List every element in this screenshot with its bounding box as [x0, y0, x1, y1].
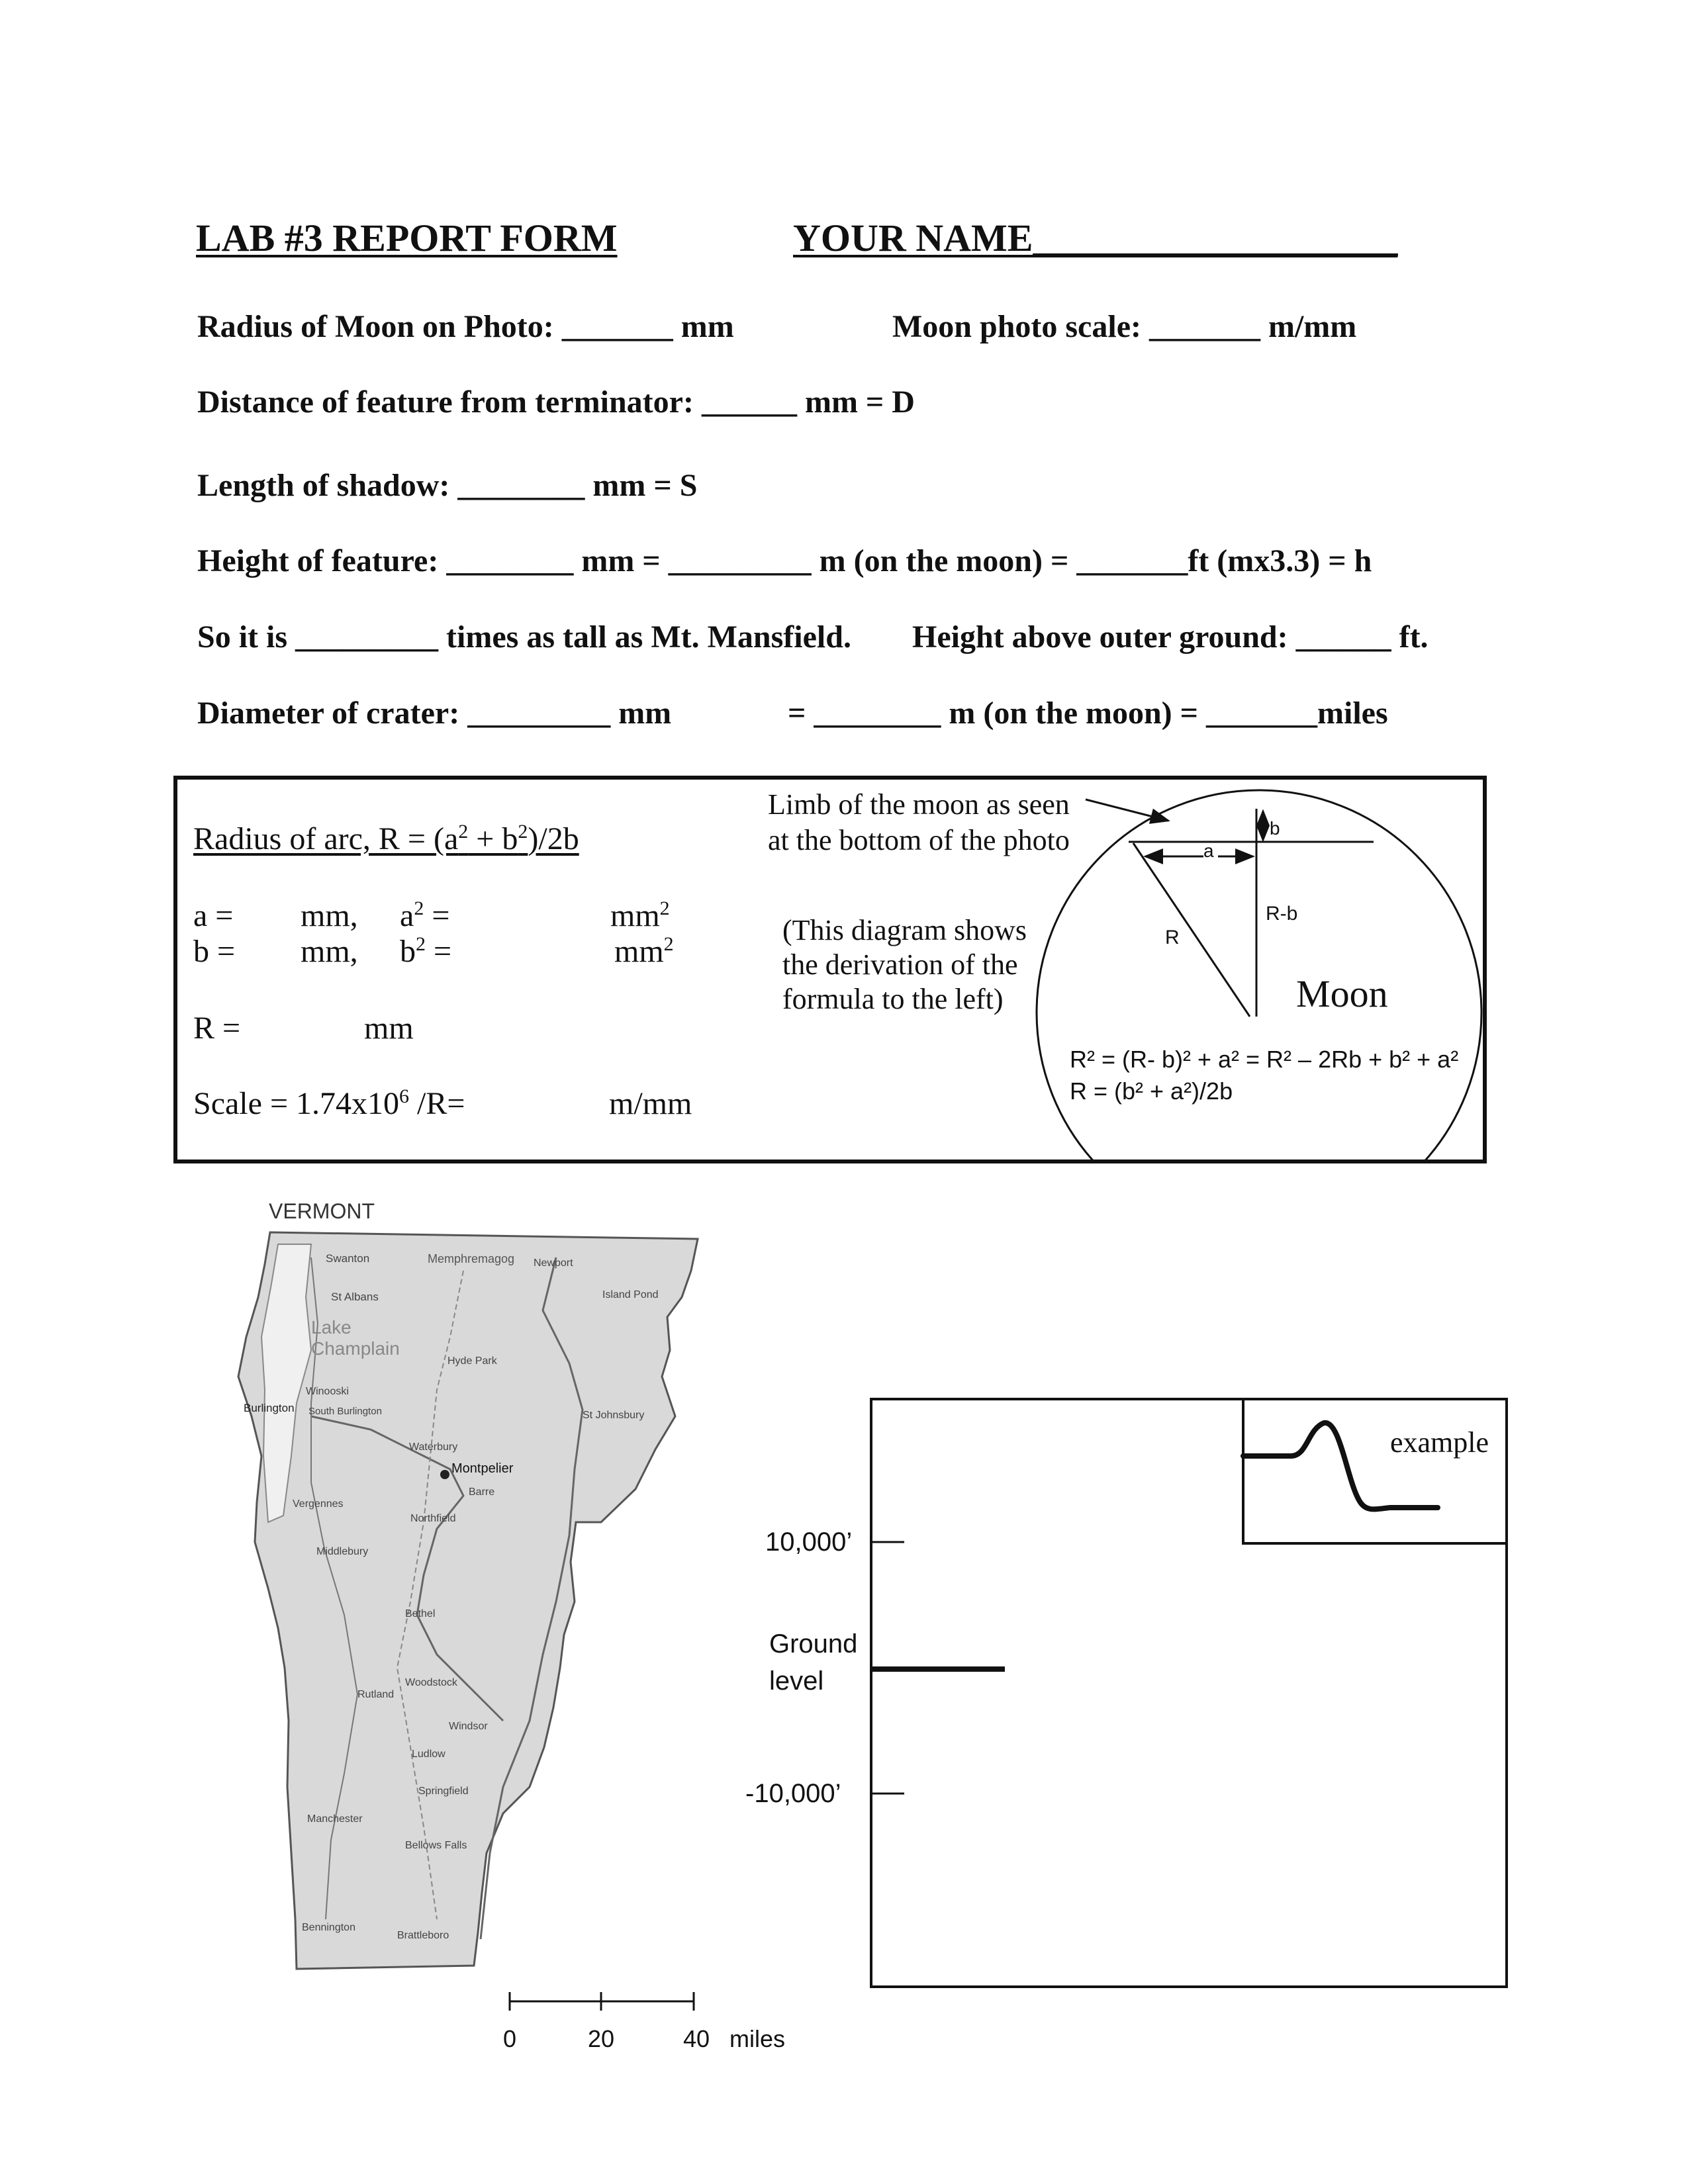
height-line[interactable]: Height of feature: ________ mm = _________ m (on the moon) = _______ft (mx3.3) = h: [197, 543, 1372, 578]
label-minus-10000: -10,000’: [745, 1779, 841, 1808]
photo-scale-line[interactable]: Moon photo scale: _______ m/mm: [892, 309, 1357, 344]
diagram-b-label: b: [1270, 818, 1280, 839]
diagram-note-2: the derivation of the: [782, 948, 1018, 981]
town-memphremagog: Memphremagog: [428, 1252, 515, 1265]
town-vergennes: Vergennes: [293, 1498, 344, 1510]
r-label: R =: [193, 1011, 241, 1046]
town-springfield: Springfield: [418, 1786, 469, 1797]
town-st-albans: St Albans: [331, 1291, 379, 1303]
limb-caption-1: Limb of the moon as seen: [768, 788, 1070, 821]
a-label: a =: [193, 898, 234, 933]
town-bethel: Bethel: [405, 1608, 436, 1619]
lab-title: LAB #3 REPORT FORM: [196, 216, 618, 259]
town-middlebury: Middlebury: [316, 1546, 369, 1557]
diagram-note-3: formula to the left): [782, 983, 1004, 1015]
town-st-johnsbury: St Johnsbury: [583, 1410, 645, 1421]
town-bellows-falls: Bellows Falls: [405, 1840, 467, 1851]
town-bennington: Bennington: [302, 1922, 355, 1933]
town-hyde-park: Hyde Park: [447, 1355, 497, 1367]
b-label: b =: [193, 934, 236, 969]
diagram-a-label: a: [1203, 841, 1214, 861]
example-label: example: [1390, 1426, 1489, 1459]
equation-2: R = (b² + a²)/2b: [1070, 1077, 1233, 1105]
town-swanton: Swanton: [326, 1252, 370, 1265]
radius-line[interactable]: Radius of Moon on Photo: _______ mm: [197, 309, 734, 344]
distance-line[interactable]: Distance of feature from terminator: ______ mm = D: [197, 385, 915, 420]
label-ground-2: level: [769, 1666, 824, 1696]
moon-label: Moon: [1296, 972, 1388, 1015]
limb-caption-2: at the bottom of the photo: [768, 824, 1070, 856]
b-mm2: $mm^2$: [614, 933, 674, 969]
b-squared: $b^2$ =: [400, 933, 452, 969]
times-tall-line[interactable]: So it is _________ times as tall as Mt. Mansfield.: [197, 619, 851, 655]
r-unit: mm: [364, 1011, 414, 1046]
diameter-conversion-line[interactable]: = ________ m (on the moon) = _______miles: [788, 696, 1388, 731]
shadow-line[interactable]: Length of shadow: ________ mm = S: [197, 468, 698, 503]
town-island-pond: Island Pond: [602, 1289, 659, 1300]
diagram-Rb-label: R-b: [1266, 903, 1298, 925]
scale-label-0: 0: [503, 2025, 517, 2052]
lake-label-2: Champlain: [311, 1338, 400, 1359]
lake-label-1: Lake: [311, 1317, 352, 1338]
town-winooski: Winooski: [306, 1386, 349, 1397]
arc-formula-heading: Radius of arc, $R = (a^2 + b^2)/2b$: [193, 821, 579, 856]
above-ground-line[interactable]: Height above outer ground: ______ ft.: [912, 619, 1429, 655]
town-newport: Newport: [534, 1257, 573, 1269]
a-squared: $a^2$ =: [400, 897, 450, 933]
town-northfield: Northfield: [410, 1513, 456, 1524]
town-south-burlington: South Burlington: [308, 1406, 382, 1417]
scale-label-20: 20: [588, 2025, 615, 2052]
town-ludlow: Ludlow: [412, 1749, 445, 1760]
scale-label-40: 40: [683, 2025, 710, 2052]
map-title: VERMONT: [269, 1199, 375, 1223]
scale-unit-miles: miles: [729, 2025, 786, 2052]
town-burlington: Burlington: [244, 1402, 295, 1414]
town-waterbury: Waterbury: [409, 1441, 458, 1453]
scale-unit: m/mm: [609, 1086, 692, 1121]
label-ground-1: Ground: [769, 1629, 858, 1659]
a-mm: mm,: [301, 898, 358, 933]
diagram-R-label: R: [1165, 927, 1180, 948]
town-windsor: Windsor: [449, 1721, 488, 1732]
town-brattleboro: Brattleboro: [397, 1930, 449, 1941]
town-barre: Barre: [469, 1486, 495, 1498]
name-field[interactable]: YOUR NAME___________________: [793, 216, 1398, 259]
town-woodstock: Woodstock: [405, 1677, 457, 1688]
scale-formula: Scale = $1.74x10^6$ /R=: [193, 1085, 465, 1121]
equation-1: R² = (R- b)² + a² = R² – 2Rb + b² + a²: [1070, 1046, 1459, 1073]
b-mm: mm,: [301, 934, 358, 969]
town-manchester: Manchester: [307, 1813, 363, 1825]
diameter-line[interactable]: Diameter of crater: _________ mm: [197, 696, 672, 731]
town-rutland: Rutland: [357, 1689, 395, 1700]
a-mm2: $mm^2$: [610, 897, 670, 933]
diagram-note-1: (This diagram shows: [782, 914, 1027, 946]
town-montpelier: Montpelier: [451, 1461, 514, 1476]
label-plus-10000: 10,000’: [765, 1527, 853, 1557]
